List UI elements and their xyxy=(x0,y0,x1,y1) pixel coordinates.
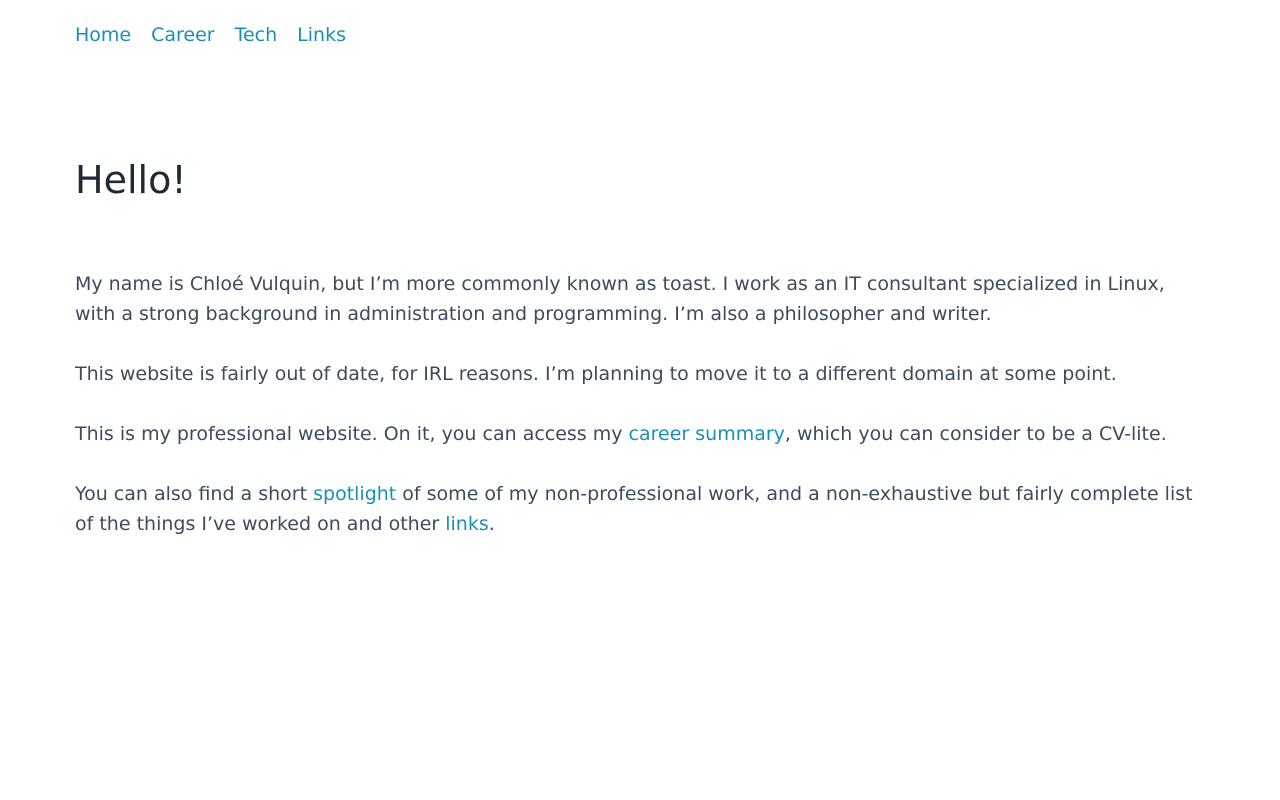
career-paragraph-text-after: , which you can consider to be a CV-lite. xyxy=(784,423,1167,445)
spotlight-paragraph-text-middle: of some of my non-professional work, and a non-exhaustive but fairly complete list of the things I’ve worked on and other xyxy=(75,483,1193,535)
nav-link-links[interactable]: Links xyxy=(297,24,346,46)
intro-paragraph: My name is Chloé Vulquin, but I’m more commonly known as toast. I work as an IT consultant specialized in Linux, with a strong background in administration and programming. I’m also a philosopher and writer. xyxy=(75,273,1165,325)
main-content xyxy=(75,269,1205,569)
out-of-date-paragraph: This website is fairly out of date, for IRL reasons. I’m planning to move it to a different domain at some point. xyxy=(75,363,1117,385)
career-summary-link[interactable]: career summary xyxy=(628,423,785,445)
nav-link-home[interactable]: Home xyxy=(75,24,132,46)
spotlight-paragraph-text-before: You can also find a short xyxy=(75,483,314,505)
career-paragraph-text-before: This is my professional website. On it, you can access my xyxy=(75,423,629,445)
links-link[interactable]: links xyxy=(445,513,489,535)
spotlight-paragraph xyxy=(75,479,1205,539)
top-nav xyxy=(75,22,346,48)
nav-link-career[interactable]: Career xyxy=(151,24,215,46)
spotlight-link[interactable]: spotlight xyxy=(313,483,397,505)
page-title: Hello! xyxy=(75,158,187,202)
spotlight-paragraph-text-after: . xyxy=(488,513,495,535)
career-paragraph xyxy=(75,419,1205,449)
nav-link-tech[interactable]: Tech xyxy=(234,24,278,46)
